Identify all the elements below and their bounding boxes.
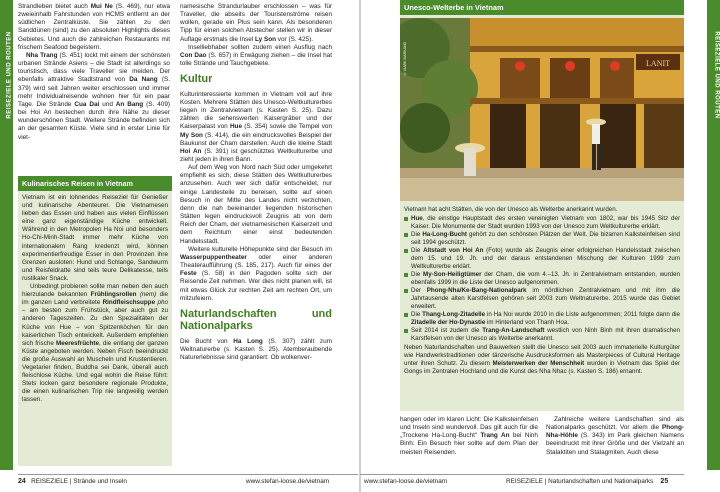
right-column-1 bbox=[400, 416, 538, 457]
footer-url[interactable]: www.stefan-loose.de/vietnam bbox=[364, 478, 448, 485]
footer-section: REISEZIELE bbox=[31, 478, 69, 485]
right-page bbox=[360, 0, 720, 492]
list-item: Die My-Son-Heiligtümer der Cham, die vom 4.–13. Jh. in Zentralvietnam entstanden, wurden ebenfalls 1999 in die Liste der Unesco aufgenommen. bbox=[404, 271, 680, 287]
thumb-index-tab bbox=[0, 0, 13, 470]
shop-sign: LANIT bbox=[646, 59, 670, 68]
unesco-box-title: Unesco-Welterbe in Vietnam bbox=[400, 0, 684, 15]
unesco-intro: Vietnam hat acht Stätten, die von der Unesco als Welterbe anerkannt wurden. bbox=[404, 206, 618, 213]
thumb-index-label: REISEZIELE UND ROUTEN bbox=[6, 31, 13, 119]
thumb-index-tab bbox=[707, 0, 720, 470]
page-number: 24 bbox=[18, 478, 26, 485]
page-number: 25 bbox=[660, 478, 669, 485]
photo-credit: © MARK MARKAND bbox=[403, 42, 407, 76]
footer-subsection: Naturlandschaften und Nationalparks bbox=[548, 478, 654, 485]
paragraph: Strandleben bietet auch Mui Ne (S. 469), nur etwa zweieinhalb Fahrstunden von HCMS entfernt an der südlichen Zentralküste. Sie zählen zu den Sanddünen (sind) zu den absoluten Highlights dieses Gebietes. Und auch die zahlreichen Restaurants mit frischem Seafood begeistern. bbox=[18, 3, 170, 51]
right-footer: REISEZIELE | Naturlandschaften und Nationalparks 25 bbox=[506, 478, 669, 485]
paragraph: Inselliebhaber sollten zudem einen Ausflug nach Con Dao (S. 657) in Erwägung ziehen – die Insel hat tolle Strände und Tauchgebiete. bbox=[180, 43, 332, 68]
paragraph: Kulturinteressierte kommen in Vietnam voll auf ihre Kosten. Mehrere Stätten des Unesco-Weltkulturerbes liegen in Zentralvietnam (s. Kasten S. 25). Dazu zählen die sehenswerten Kaisergräber und der Kaiserpalast von Hue (S. 354) sowie die Tempel von My Son (S. 414), die ein eindrucksvolles Beispiel der Baukunst der Cham darstellen. Auch die kleine Stadt Hoi An (S. 391) ist geschütztes Weltkulturerbe und zieht jeden in ihren Bann. bbox=[180, 90, 332, 163]
paragraph: Zahlreiche weitere Landschaften sind als Nationalparks geschützt. Vor allem die Phong-Nha-Höhle (S. 343) im Park gleichen Namens beeindruckt mit ihrer Größe und der Vielzahl an Stalaktiten und Stalagmiten. Auch diese bbox=[546, 416, 684, 456]
list-item: Die Altstadt von Hoi An (Foto) wurde als Zeugnis einer erfolgreichen Handelsstadt zwischen dem 15. und 19. Jh. und der daraus entstandenen Mischung der Kulturen 1999 zum Weltkulturerbe erklärt. bbox=[404, 247, 680, 271]
list-item: Hue, die einstige Hauptstadt des ersten vereinigten Vietnam von 1802, war bis 1945 Sitz der Kaiser. Die Monumente der Stadt wurden 1993 von der Unesco zum Weltkulturerbe erklärt. bbox=[404, 215, 680, 231]
paragraph: Nha Trang (S. 451) lockt mit einem der schönsten urbanen Strände Asiens – die Stadt ist allerdings so touristisch, dass viele Traveller sie meiden. Der ebenfalls attraktive Stadtstrand von Da Nang (S. 379) wird seit Jahren weiter erschlossen und immer mehr Individualreisende wohnen hier für ein paar Tage. Die Strände Cua Dai und An Bang (S. 409) bei Hoi An bestechen durch ihre Nähe zu dieser wunderschönen Stadt. Weitere Strände befinden sich an der gesamten Küste. Viele sind in erster Linie für viet- bbox=[18, 51, 171, 141]
culinary-box-title: Kulinarisches Reisen in Vietnam bbox=[18, 176, 172, 191]
left-footer: 24 REISEZIELE | Strände und Inseln bbox=[18, 478, 127, 485]
paragraph: Unbedingt probieren sollte man neben den auch hierzulande bekannten Frühlingsrollen (nem) die im ganzen Land verbreitete Rindfleischsuppe pho – am besten zum Frühstück, aber auch gut zu anderen Tageszeiten. Zu den Spezialitäten der Küche von Hue – von Spitzenköchen für den kaiserlichen Tisch entwickelt. Außerdem empfehlen sich frische Meeresfrüchte, die entlang der ganzen Küste angeboten werden. Neben Fisch beeindruckt die große Auswahl an Muscheln und Krustentieren. Vegetarier finden, Buddha sei Dank, überall auch fleischlose Küche. Und egal wohin die Reise führt: Stets locken ganz besondere regionale Produkte, die einen kulinarischen Trip nie langweilig werden lassen. bbox=[22, 283, 169, 404]
footer-section: REISEZIELE bbox=[506, 478, 543, 485]
hoi-an-photo bbox=[400, 18, 684, 201]
unesco-box bbox=[400, 0, 684, 411]
culinary-box bbox=[18, 176, 172, 466]
thumb-index-label: REISEZIELE UND ROUTEN bbox=[713, 31, 720, 119]
left-column-1 bbox=[18, 3, 170, 142]
footer-subsection: Strände und Inseln bbox=[73, 478, 127, 485]
paragraph: namesische Strandurlauber erschlossen – was für Traveller, die abseits der Touristenströme reisen wollen, gerade ein Plus sein kann. Als besonderen Tipp für einen solchen Abstecher stellen wir in dieser Auflage erstmals die Insel Ly Son vor (S. 425). bbox=[180, 3, 332, 43]
list-item: Seit 2014 ist zudem die Trang-An-Landschaft westlich von Ninh Binh mit ihren dramatischen Karstfelsen von der Unesco als Welterbe anerkannt. bbox=[404, 327, 680, 343]
list-item: Die Thang-Long-Zitadelle in Ha Noi wurde 2010 in die Liste aufgenommen; 2011 folgte dann die Zitadelle der Ho-Dynastie im Hinterland von Thanh Hoa. bbox=[404, 311, 680, 327]
paragraph: Die Bucht von Ha Long (S. 307) zählt zum Weltnaturerbe (s. Kasten S. 25). Atemberaubende Naturerlebnisse sind garantiert: Ob wolkenver- bbox=[180, 337, 332, 362]
heading-kultur: Kultur bbox=[180, 73, 213, 86]
footer-url[interactable]: www.stefan-loose.de/vietnam bbox=[246, 478, 330, 485]
heading-natur: Naturlandschaften und Nationalparks bbox=[180, 307, 332, 333]
unesco-outro: Neben Naturlandschaften und Bauwerken stellt die Unesco seit 2003 auch immaterielle Kulturgüter wie Handwerkstraditionen oder tänzerische Ausdrucksformen als Masterpieces of Cultural Heritage unter ihren Schutz. Zu diesem Meisterwerken der Menschheit wurden in Vietnam das Spiel der Gongs im Zentralen Hochland und die Kunst des Nha Nhac (s. Kasten S. 186) ernannt. bbox=[404, 344, 680, 375]
paragraph: Auf dem Weg von Nord nach Süd oder umgekehrt empfiehlt es sich, diese Stätten des Weltkulturerbes anzusehen. Auch wer sich dafür entscheidet, nur einige Landesteile zu bereisen, sollte auf einen Besuch in der Mitte des Landes nicht verzichten, denn die nah beieinander liegenden historischen Stätten legen eindrucksvoll Zeugnis ab von dem Reich der Cham, der vietnamesischen Kaiserzeit und dem Reichtum einer einst bedeutenden Handelsstadt. bbox=[180, 164, 332, 245]
right-column-2 bbox=[546, 416, 684, 457]
paragraph: Vietnam ist ein lohnendes Reiseziel für Genießer und kulinarische Abenteurer. Die Vietnamesen lieben das Essen und haben aus vielen Einflüssen eine ganz eigenständige Küche entwickelt. Während in den Metropolen Ha Noi und besonders Ho-Chi-Minh-Stadt immer mehr Küche von internationalem Rang kredenzt wird, können experimentierfreudige Esser in den Provinzen ihre Grenzen ausloten: Hund und Schlange, Sandwurm und Reisfeldratte sind teils teure Delikatesse, teils rustikaler Snack. bbox=[22, 194, 168, 282]
left-column-2 bbox=[180, 3, 332, 362]
paragraph: Weitere kulturelle Höhepunkte sind der Besuch im Wasserpuppentheater oder einer anderen Theateraufführung (S. 185, 217). Auch für eines der Feste (S. 58) in den Pagoden sollte sich der Reisende Zeit nehmen. Wer dies nicht planen will, ist mit etwas Glück zur rechten Zeit am rechten Ort, um mitzufeiern. bbox=[180, 245, 332, 302]
unesco-list bbox=[404, 215, 680, 343]
list-item: Der Phong-Nha/Ke-Bang-Nationalpark im nördlichen Zentralvietnam und mit ihm die Jahrtausende alten Karstfelsen gehören seit 2003 zum Weltnaturerbe. 2015 wurde das Gebiet erweitert. bbox=[404, 287, 680, 311]
list-item: Die Ha-Long-Bucht gehört zu den schönsten Plätzen der Welt. Die bizarren Kalksteinfelsen sind seit 1994 geschützt. bbox=[404, 231, 680, 247]
paragraph: hangen oder im klaren Licht: Die Kalksteinfelsen und Inseln sind wundervoll. Das gilt auch für die „Trockene Ha-Long-Bucht“ Trang An bei Ninh Binh: Ein Besuch hier sollte auf dem Plan der meisten Reisenden. bbox=[400, 416, 538, 456]
